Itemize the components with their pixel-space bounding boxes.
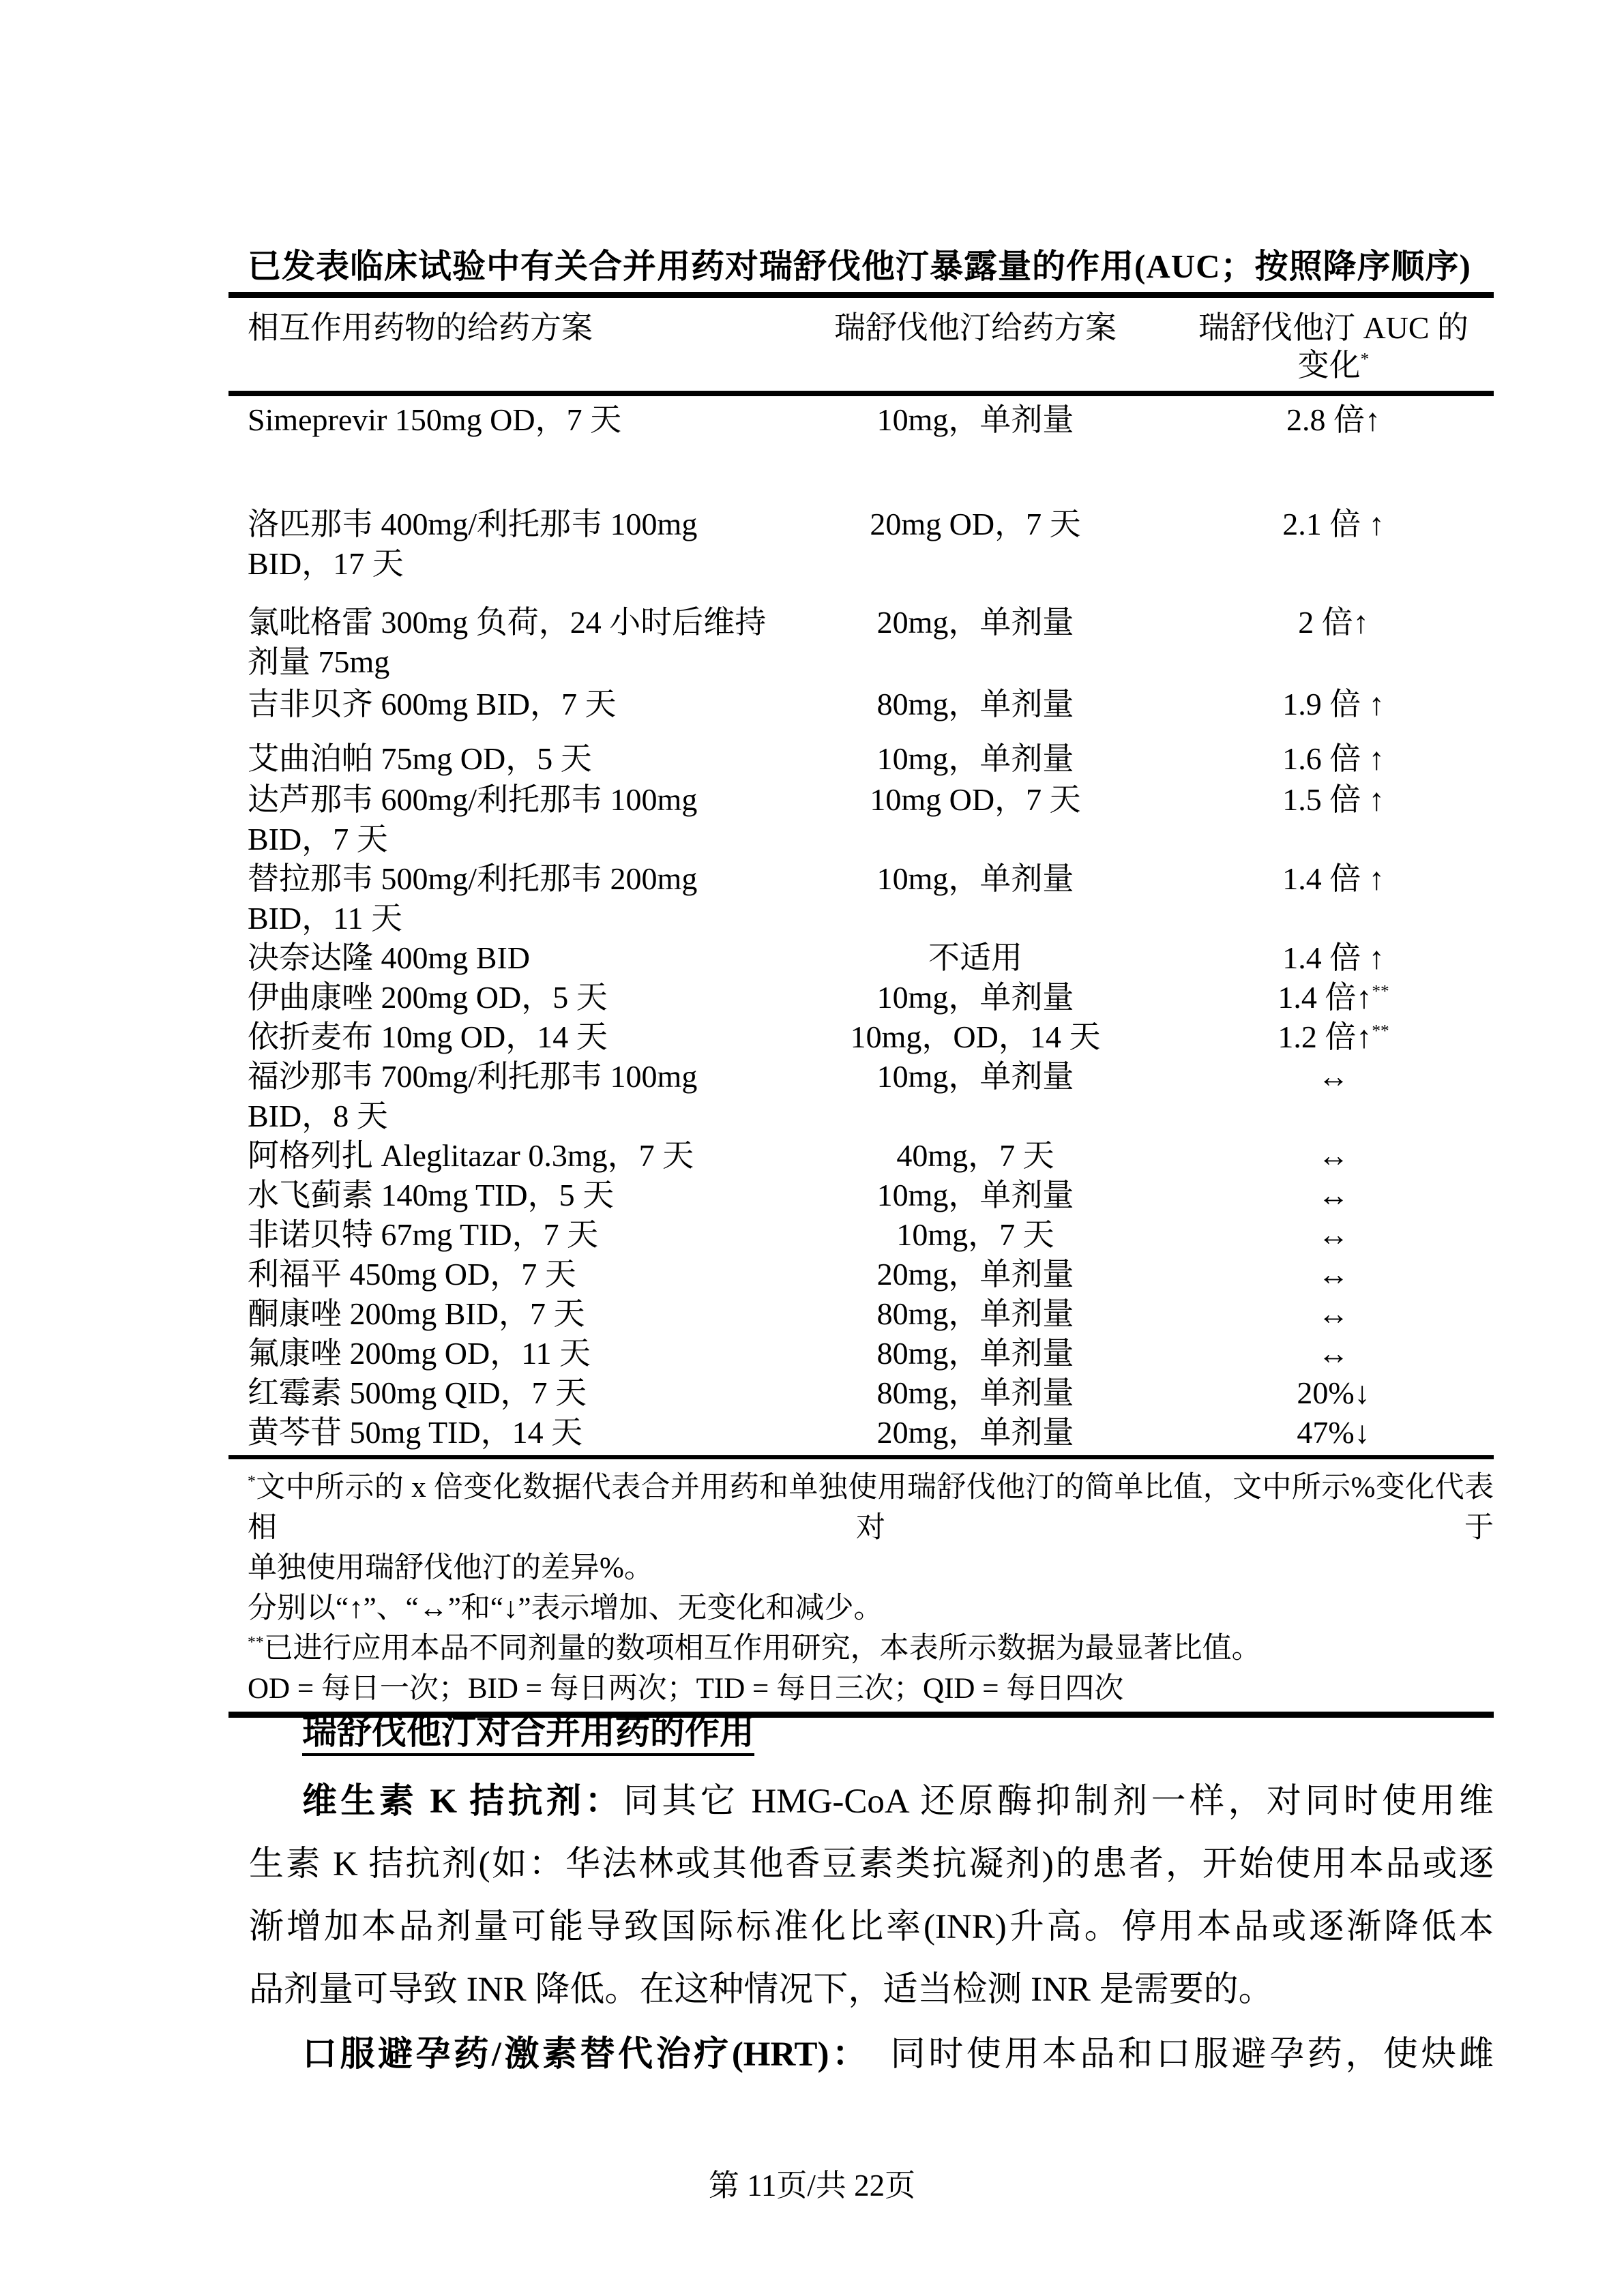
auc-change-cell: 1.6 倍 ↑	[1282, 741, 1385, 776]
table-row	[228, 739, 1494, 779]
table-row	[228, 400, 1494, 440]
drug-regimen-cell: 氟康唑 200mg OD，11 天	[248, 1336, 591, 1371]
drug-regimen-cell: 黄芩苷 50mg TID，14 天	[248, 1415, 583, 1450]
rosuvastatin-regimen-cell: 20mg，单剂量	[876, 605, 1074, 640]
auc-change-cell: ↔	[1318, 1217, 1349, 1252]
table-rule-top	[228, 292, 1494, 298]
rosuvastatin-regimen-cell: 80mg，单剂量	[876, 1375, 1074, 1410]
header-asterisk: *	[1360, 349, 1370, 369]
auc-change-cell: 1.2 倍↑**	[1278, 1019, 1389, 1054]
auc-change-cell: 1.4 倍 ↑	[1282, 861, 1385, 896]
table-row	[228, 1334, 1494, 1373]
table-rule-header-bottom	[228, 391, 1494, 396]
table-row	[228, 859, 1494, 938]
table-row	[228, 1413, 1494, 1452]
rosuvastatin-regimen-cell: 10mg，单剂量	[876, 861, 1074, 896]
drug-regimen-cell: 达芦那韦 600mg/利托那韦 100mg BID，7 天	[248, 782, 698, 856]
drug-regimen-cell: 氯吡格雷 300mg 负荷，24 小时后维持 剂量 75mg	[248, 605, 767, 679]
paragraph-line: 口服避孕药/激素替代治疗(HRT)： 同时使用本品和口服避孕药，使炔雌	[302, 2036, 1494, 2074]
footnote-abbreviations: OD = 每日一次；BID = 每日两次；TID = 每日三次；QID = 每日四次	[248, 1673, 1124, 1705]
auc-change-cell: ↔	[1318, 1138, 1349, 1173]
rosuvastatin-regimen-cell: 10mg OD，7 天	[870, 782, 1081, 817]
table-row	[228, 1215, 1494, 1255]
drug-regimen-cell: 艾曲泊帕 75mg OD，5 天	[248, 741, 592, 776]
auc-change-cell: 1.9 倍 ↑	[1282, 687, 1385, 721]
rosuvastatin-regimen-cell: 10mg，单剂量	[876, 1059, 1074, 1094]
header-auc-line2: 变化*	[1297, 348, 1370, 383]
drug-regimen-cell: 酮康唑 200mg BID，7 天	[248, 1296, 585, 1331]
rosuvastatin-regimen-cell: 10mg，OD，14 天	[850, 1019, 1101, 1054]
rosuvastatin-regimen-cell: 不适用	[928, 940, 1022, 975]
drug-regimen-cell: 水飞蓟素 140mg TID，5 天	[248, 1178, 615, 1212]
rosuvastatin-regimen-cell: 80mg，单剂量	[876, 1336, 1074, 1371]
footnote-fold-change: *文中所示的 x 倍变化数据代表合并用药和单独使用瑞舒伐他汀的简单比值，文中所示%变化代表相对于	[248, 1472, 1494, 1544]
auc-change-cell: ↔	[1318, 1336, 1349, 1371]
drug-regimen-cell: 洛匹那韦 400mg/利托那韦 100mg BID，17 天	[248, 507, 698, 581]
table-row	[228, 1057, 1494, 1136]
table-row	[228, 1017, 1494, 1057]
rosuvastatin-regimen-cell: 10mg，7 天	[896, 1217, 1054, 1252]
paragraph-line: 生素 K 拮抗剂(如：华法林或其他香豆素类抗凝剂)的患者，开始使用本品或逐	[249, 1845, 1494, 1883]
rosuvastatin-regimen-cell: 80mg，单剂量	[876, 1296, 1074, 1331]
table-row	[228, 780, 1494, 859]
rosuvastatin-regimen-cell: 20mg，单剂量	[876, 1415, 1074, 1450]
rosuvastatin-regimen-cell: 10mg，单剂量	[876, 980, 1074, 1015]
drug-regimen-cell: 伊曲康唑 200mg OD，5 天	[248, 980, 608, 1015]
rosuvastatin-regimen-cell: 10mg，单剂量	[876, 1178, 1074, 1212]
table-row	[228, 685, 1494, 724]
header-auc-line1: 瑞舒伐他汀 AUC 的	[1198, 310, 1469, 345]
table-body	[228, 396, 1494, 1455]
auc-change-cell: 20%↓	[1297, 1375, 1370, 1410]
drug-regimen-cell: 红霉素 500mg QID，7 天	[248, 1375, 587, 1410]
auc-change-cell: ↔	[1318, 1257, 1349, 1292]
table-row	[228, 978, 1494, 1017]
footnote-double-asterisk: **已进行应用本品不同剂量的数项相互作用研究，本表所示数据为最显著比值。	[248, 1632, 1261, 1665]
rosuvastatin-regimen-cell: 40mg，7 天	[896, 1138, 1054, 1173]
paragraph-line: 品剂量可导致 INR 降低。在这种情况下，适当检测 INR 是需要的。	[249, 1971, 1273, 2009]
table-row	[228, 1294, 1494, 1334]
drug-regimen-cell: Simeprevir 150mg OD，7 天	[248, 402, 622, 437]
auc-change-cell: 2.8 倍↑	[1286, 402, 1381, 437]
table-row	[228, 938, 1494, 978]
drug-regimen-cell: 非诺贝特 67mg TID，7 天	[248, 1217, 599, 1252]
auc-change-cell: 1.4 倍 ↑	[1282, 940, 1385, 975]
table-row	[228, 1136, 1494, 1176]
page-number: 第 11页/共 22页	[708, 2168, 916, 2203]
rosuvastatin-regimen-cell: 20mg，单剂量	[876, 1257, 1074, 1292]
section-heading: 瑞舒伐他汀对合并用药的作用	[302, 1714, 755, 1752]
drug-regimen-cell: 替拉那韦 500mg/利托那韦 200mg BID，11 天	[248, 861, 698, 936]
auc-change-cell: ↔	[1318, 1059, 1349, 1094]
drug-regimen-cell: 福沙那韦 700mg/利托那韦 100mg BID，8 天	[248, 1059, 698, 1133]
auc-change-cell: ↔	[1318, 1296, 1349, 1331]
table-row	[228, 603, 1494, 682]
table-footnotes	[228, 1459, 1494, 1712]
rosuvastatin-regimen-cell: 10mg，单剂量	[876, 741, 1074, 776]
footnote-fold-change-cont: 单独使用瑞舒伐他汀的差异%。	[248, 1552, 653, 1584]
table-row	[228, 1176, 1494, 1215]
auc-change-cell: 1.4 倍↑**	[1278, 980, 1389, 1015]
auc-change-cell: 1.5 倍 ↑	[1282, 782, 1385, 817]
header-rosuvastatin-regimen: 瑞舒伐他汀给药方案	[834, 310, 1117, 345]
paragraph-line: 渐增加本品剂量可能导致国际标准化比率(INR)升高。停用本品或逐渐降低本	[249, 1908, 1494, 1946]
rosuvastatin-regimen-cell: 10mg，单剂量	[876, 402, 1074, 437]
paragraph-vitamin-k	[249, 1770, 1494, 2021]
auc-change-cell: 2 倍↑	[1298, 605, 1369, 640]
table-row	[228, 1255, 1494, 1294]
drug-regimen-cell: 依折麦布 10mg OD，14 天	[248, 1019, 608, 1054]
table-header-row	[228, 298, 1494, 391]
interaction-table	[228, 292, 1494, 1718]
rosuvastatin-regimen-cell: 80mg，单剂量	[876, 687, 1074, 721]
auc-change-cell: 47%↓	[1297, 1415, 1370, 1450]
auc-change-cell: ↔	[1318, 1178, 1349, 1212]
drug-regimen-cell: 阿格列扎 Aleglitazar 0.3mg，7 天	[248, 1138, 694, 1173]
drug-regimen-cell: 吉非贝齐 600mg BID，7 天	[248, 687, 617, 721]
table-title: 已发表临床试验中有关合并用药对瑞舒伐他汀暴露量的作用(AUC；按照降序顺序)	[248, 248, 1471, 285]
paragraph-oral-contraceptive	[249, 2023, 1494, 2086]
drug-regimen-cell: 利福平 450mg OD，7 天	[248, 1257, 576, 1292]
header-auc-change	[1173, 309, 1494, 384]
auc-change-cell: 2.1 倍 ↑	[1282, 507, 1385, 541]
paragraph-line: 维生素 K 拮抗剂：同其它 HMG-CoA 还原酶抑制剂一样，对同时使用维	[302, 1783, 1494, 1821]
rosuvastatin-regimen-cell: 20mg OD，7 天	[870, 507, 1081, 541]
header-drug-regimen: 相互作用药物的给药方案	[248, 310, 593, 345]
footnote-arrow-legend: 分别以“↑”、“↔”和“↓”表示增加、无变化和减少。	[248, 1592, 883, 1624]
table-row	[228, 505, 1494, 584]
table-row	[228, 1373, 1494, 1413]
drug-regimen-cell: 决奈达隆 400mg BID	[248, 940, 530, 975]
